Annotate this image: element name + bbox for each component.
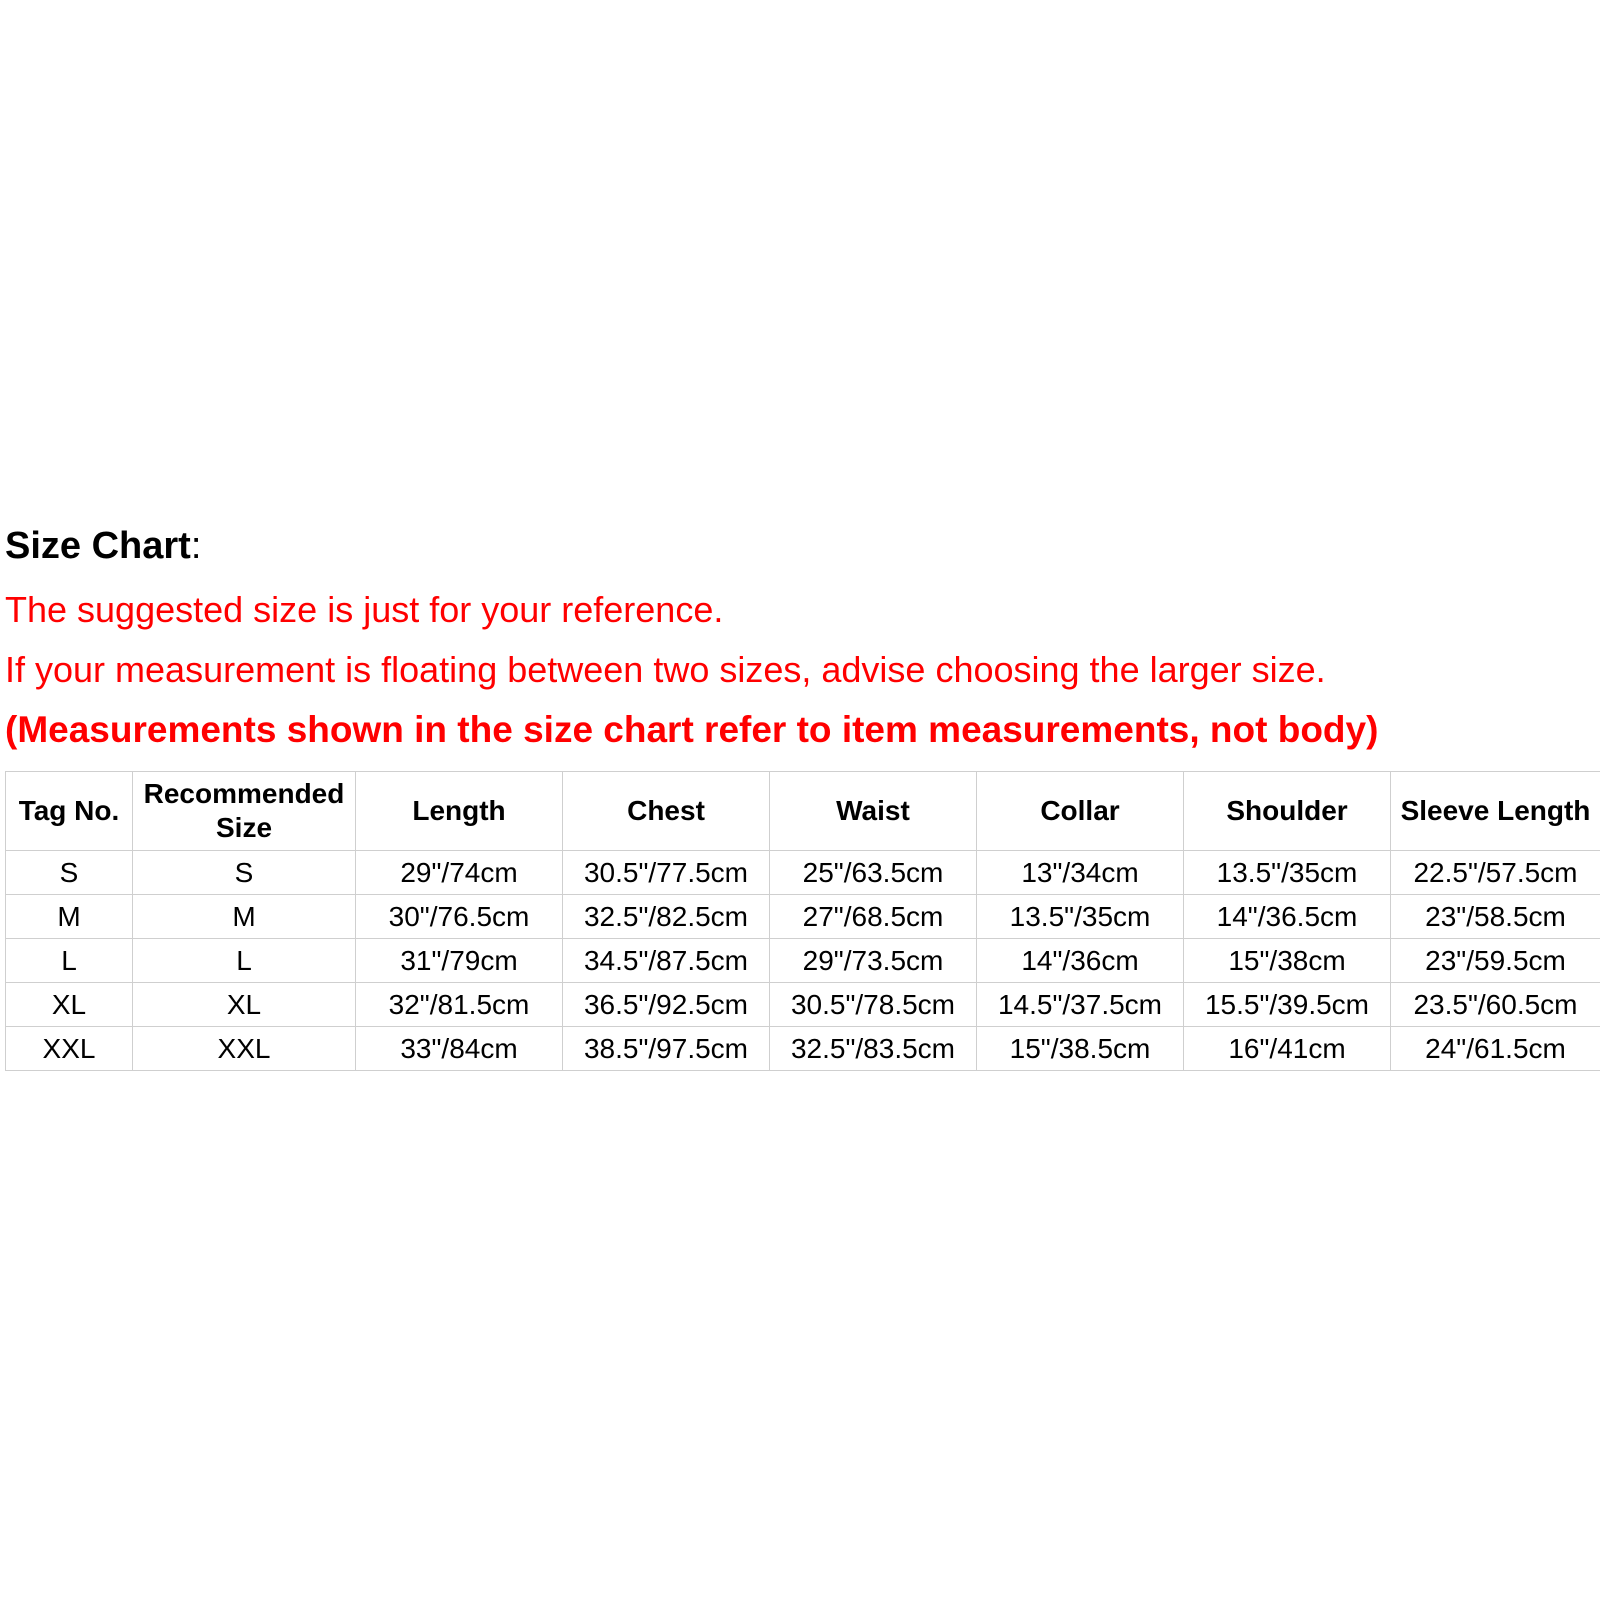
header-sleeve-length: Sleeve Length	[1391, 772, 1600, 851]
cell-shoulder: 15.5"/39.5cm	[1184, 983, 1391, 1027]
reference-note: The suggested size is just for your reference.	[5, 589, 724, 630]
header-shoulder: Shoulder	[1184, 772, 1391, 851]
header-tag-no: Tag No.	[6, 772, 133, 851]
cell-tag-no: L	[6, 939, 133, 983]
cell-length: 32"/81.5cm	[356, 983, 563, 1027]
cell-length: 31"/79cm	[356, 939, 563, 983]
table-row	[6, 1027, 1600, 1071]
size-chart-title-colon: :	[190, 525, 202, 567]
cell-shoulder: 15"/38cm	[1184, 939, 1391, 983]
cell-waist: 25"/63.5cm	[770, 851, 977, 895]
cell-sleeve-length: 23"/58.5cm	[1391, 895, 1600, 939]
cell-chest: 36.5"/92.5cm	[563, 983, 770, 1027]
header-length: Length	[356, 772, 563, 851]
cell-shoulder: 13.5"/35cm	[1184, 851, 1391, 895]
size-chart-intro	[5, 524, 1595, 760]
header-collar: Collar	[977, 772, 1184, 851]
cell-collar: 14"/36cm	[977, 939, 1184, 983]
header-chest: Chest	[563, 772, 770, 851]
size-chart-heading	[5, 524, 1595, 568]
cell-sleeve-length: 23.5"/60.5cm	[1391, 983, 1600, 1027]
cell-waist: 30.5"/78.5cm	[770, 983, 977, 1027]
cell-length: 30"/76.5cm	[356, 895, 563, 939]
cell-waist: 29"/73.5cm	[770, 939, 977, 983]
cell-tag-no: S	[6, 851, 133, 895]
cell-shoulder: 16"/41cm	[1184, 1027, 1391, 1071]
cell-tag-no: M	[6, 895, 133, 939]
cell-chest: 30.5"/77.5cm	[563, 851, 770, 895]
header-recommended-size: Recommended Size	[133, 772, 356, 851]
cell-collar: 14.5"/37.5cm	[977, 983, 1184, 1027]
header-waist: Waist	[770, 772, 977, 851]
cell-waist: 27"/68.5cm	[770, 895, 977, 939]
cell-sleeve-length: 23"/59.5cm	[1391, 939, 1600, 983]
cell-collar: 15"/38.5cm	[977, 1027, 1184, 1071]
cell-collar: 13"/34cm	[977, 851, 1184, 895]
cell-tag-no: XL	[6, 983, 133, 1027]
table-row	[6, 983, 1600, 1027]
cell-chest: 32.5"/82.5cm	[563, 895, 770, 939]
cell-recommended-size: XL	[133, 983, 356, 1027]
table-row	[6, 851, 1600, 895]
cell-sleeve-length: 22.5"/57.5cm	[1391, 851, 1600, 895]
cell-collar: 13.5"/35cm	[977, 895, 1184, 939]
size-chart-title: Size Chart	[5, 525, 191, 567]
cell-recommended-size: M	[133, 895, 356, 939]
table-header-row	[6, 772, 1600, 851]
table-row	[6, 895, 1600, 939]
between-sizes-note: If your measurement is floating between two sizes, advise choosing the larger size.	[5, 649, 1326, 690]
cell-recommended-size: S	[133, 851, 356, 895]
size-table	[5, 771, 1600, 1071]
cell-recommended-size: XXL	[133, 1027, 356, 1071]
cell-length: 29"/74cm	[356, 851, 563, 895]
cell-chest: 34.5"/87.5cm	[563, 939, 770, 983]
table-row	[6, 939, 1600, 983]
cell-chest: 38.5"/97.5cm	[563, 1027, 770, 1071]
cell-recommended-size: L	[133, 939, 356, 983]
cell-shoulder: 14"/36.5cm	[1184, 895, 1391, 939]
item-measurements-note: (Measurements shown in the size chart refer to item measurements, not body)	[5, 709, 1379, 750]
cell-length: 33"/84cm	[356, 1027, 563, 1071]
cell-sleeve-length: 24"/61.5cm	[1391, 1027, 1600, 1071]
cell-waist: 32.5"/83.5cm	[770, 1027, 977, 1071]
cell-tag-no: XXL	[6, 1027, 133, 1071]
